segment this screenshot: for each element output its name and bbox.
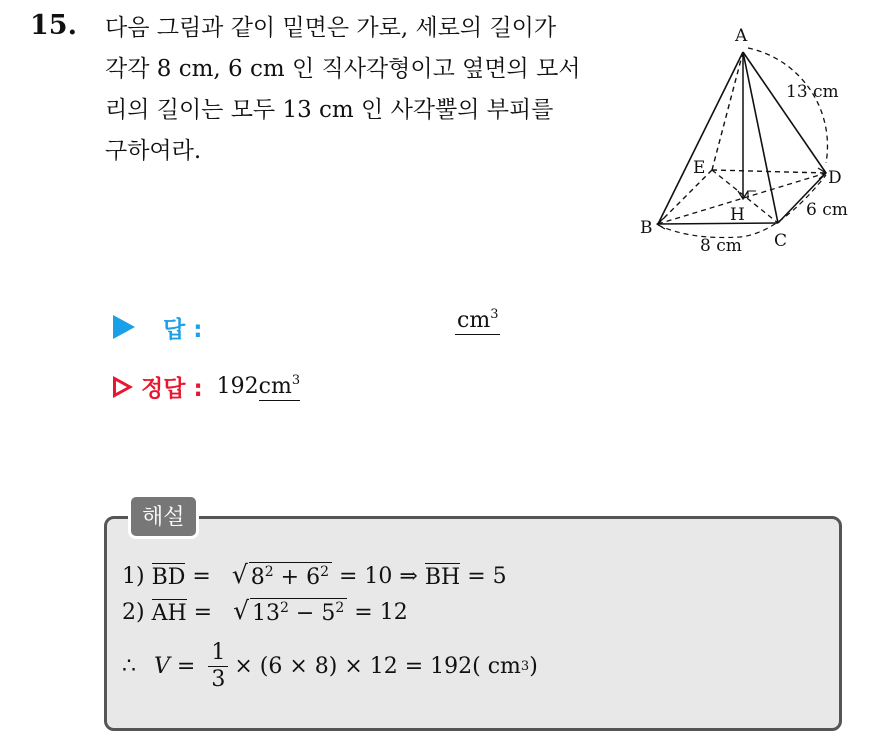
- radical-icon: √: [233, 596, 250, 625]
- sqrt-expression: [232, 562, 332, 590]
- result-tail: = 12: [347, 599, 408, 625]
- segment-ah: AH: [151, 600, 187, 626]
- radicand-term: 13: [252, 601, 281, 626]
- edge-ab: [658, 52, 743, 224]
- exponent: 2: [280, 600, 289, 616]
- edge-label-8cm: 8 cm: [700, 236, 742, 256]
- vertex-label-d: D: [828, 168, 842, 188]
- vertex-label-b: B: [640, 218, 653, 238]
- volume-variable: V: [154, 654, 170, 679]
- question-text: [105, 8, 625, 172]
- vertex-label-a: A: [735, 26, 748, 46]
- answer-unit: cm: [457, 308, 491, 333]
- close-paren: ): [529, 654, 538, 679]
- result-text: = 10 ⇒: [332, 563, 425, 589]
- radicand-term: 6: [306, 565, 321, 590]
- edge-bc: [658, 223, 778, 224]
- step-number: 1): [122, 563, 152, 589]
- outline-triangle-icon: [113, 376, 133, 398]
- result-tail: = 5: [460, 563, 507, 589]
- radicand: [250, 598, 347, 626]
- numerator: 1: [208, 640, 228, 667]
- fraction-one-third: [208, 640, 228, 693]
- step-number: 2): [122, 599, 152, 625]
- operator: −: [288, 601, 322, 626]
- answer-row: [113, 310, 202, 344]
- question-line: 리의 길이는 모두 13 cm 인 사각뿔의 부피를: [105, 97, 554, 123]
- exponent: 2: [264, 564, 274, 580]
- operator: +: [273, 565, 307, 590]
- segment-bh: BH: [424, 564, 461, 590]
- vertex-label-c: C: [774, 231, 788, 251]
- vertex-label-e: E: [693, 158, 706, 178]
- edge-ae: [712, 52, 743, 170]
- correct-answer-label: 정답 :: [141, 376, 203, 402]
- correct-unit: [259, 374, 300, 401]
- volume-expression: × (6 × 8) × 12 = 192( cm: [234, 654, 521, 679]
- play-triangle-icon: [113, 315, 135, 339]
- dashed-arc: [748, 48, 827, 163]
- solution-line-3: ∴ V = $\frac{1}{3}$ × (6 × 8) × 12 = 192( cm 3 ): [122, 640, 538, 692]
- pyramid-figure: [630, 15, 860, 260]
- edge-label-13cm: 13 cm: [786, 82, 839, 102]
- solution-line-1: [122, 562, 507, 590]
- radicand-term: 5: [321, 601, 336, 626]
- correct-number: 192: [216, 374, 259, 399]
- exponent: 2: [335, 600, 345, 616]
- edge-label-6cm: 6 cm: [806, 200, 848, 220]
- sqrt-expression: [233, 598, 347, 626]
- question-number: 15.: [30, 10, 77, 41]
- equals: =: [186, 599, 220, 625]
- question-line: 다음 그림과 같이 밑면은 가로, 세로의 길이가: [105, 15, 557, 41]
- segment-bd: BD: [151, 564, 186, 590]
- denominator: 3: [211, 667, 226, 692]
- exponent: 2: [320, 564, 330, 580]
- answer-label: 답 :: [163, 316, 203, 343]
- vertex-label-h: H: [730, 205, 745, 225]
- edge-ed: [712, 170, 826, 173]
- correct-answer-value: [217, 374, 300, 399]
- therefore-symbol: ∴: [122, 654, 136, 679]
- question-line: 각각 8 cm, 6 cm 인 직사각형이고 옆면의 모서: [105, 56, 581, 82]
- radical-icon: √: [231, 560, 248, 589]
- solution-line-2: [122, 598, 408, 626]
- pyramid-diagram: [630, 15, 860, 260]
- answer-unit-exponent: 3: [490, 307, 499, 322]
- solution-tab: 해설: [128, 494, 199, 539]
- correct-answer-row: [113, 370, 300, 403]
- correct-unit-text: cm: [258, 374, 292, 399]
- radicand-term: 8: [250, 565, 265, 590]
- question-line: 구하여라.: [105, 138, 202, 164]
- equals: =: [169, 654, 203, 679]
- answer-blank[interactable]: [455, 308, 500, 335]
- equals: =: [185, 563, 218, 589]
- radicand: [249, 562, 332, 590]
- correct-unit-exponent: 3: [291, 373, 301, 388]
